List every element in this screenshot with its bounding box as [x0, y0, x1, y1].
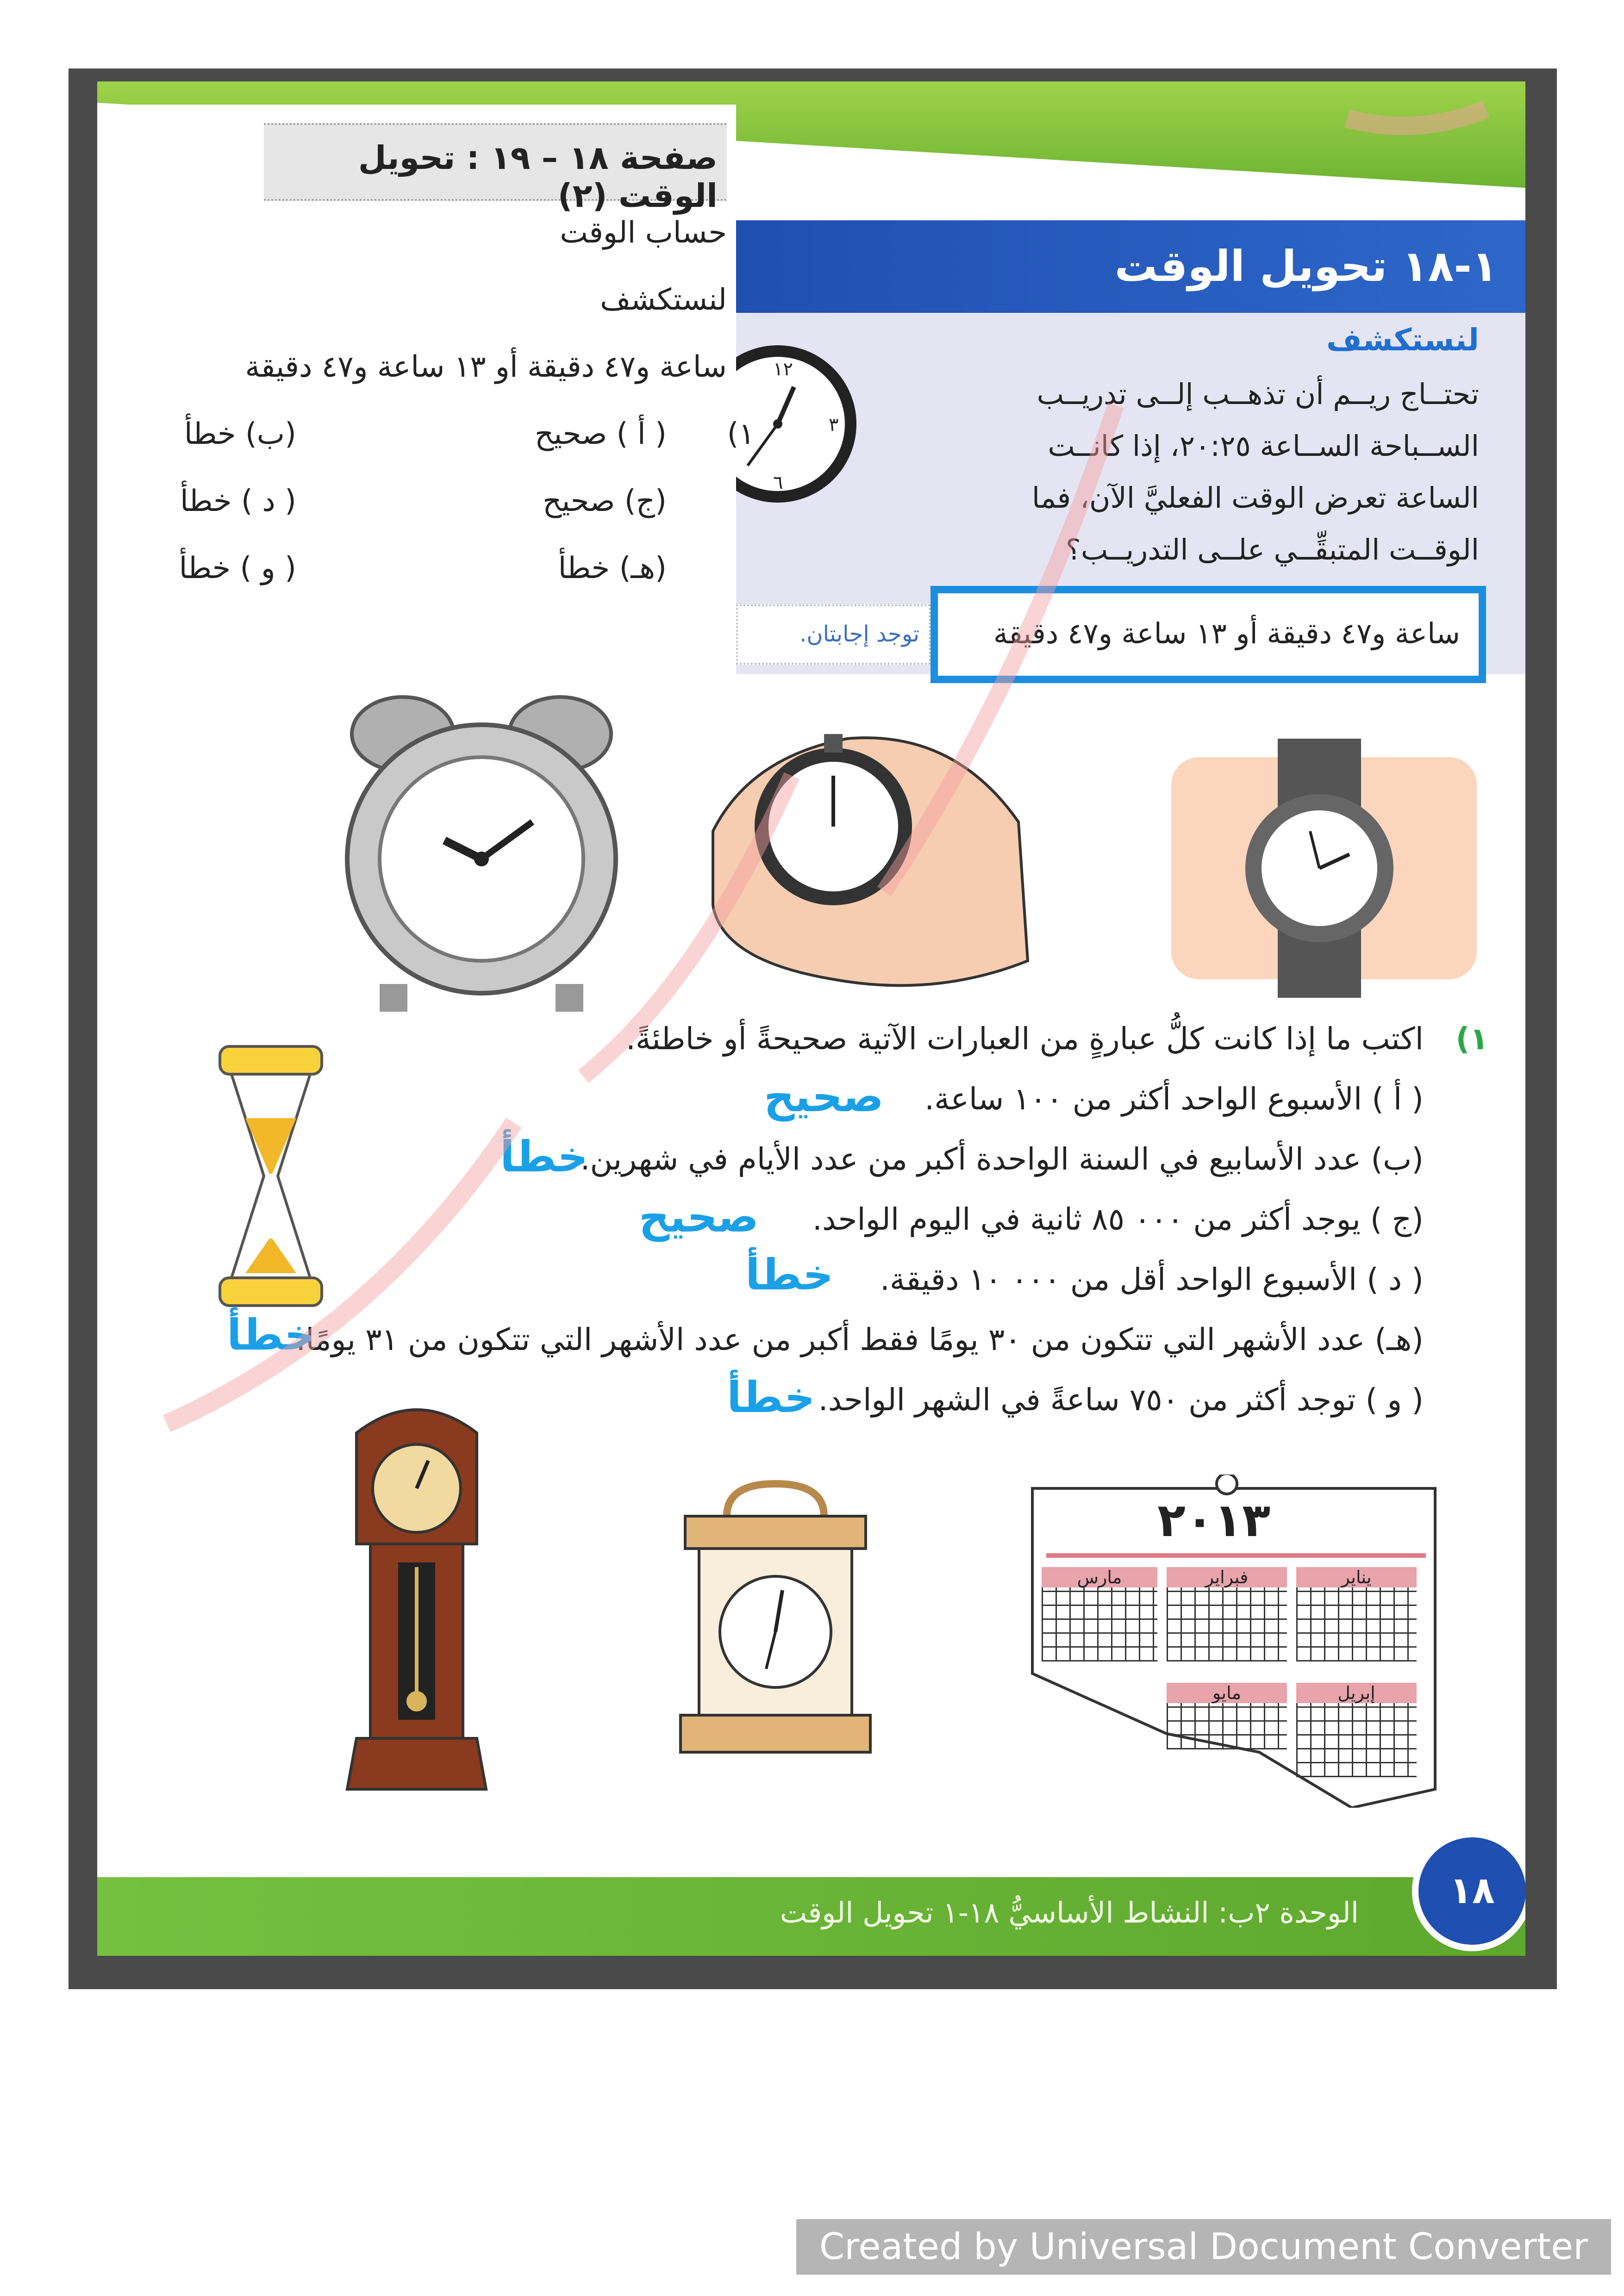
sidebar-q-num: ١) [727, 417, 755, 451]
calendar-month-label: مارس [1042, 1567, 1157, 1587]
calendar-grid [1296, 1587, 1417, 1661]
answer-sidebar [97, 105, 755, 674]
calendar-month-label: يناير [1296, 1567, 1417, 1587]
two-answers-note: توجد إجابتان. [736, 604, 931, 665]
sidebar-heading-text: صفحة ١٨ – ١٩ : تحويل الوقت (٢) [358, 139, 718, 215]
sidebar-answer: ( أ ) صحيح [534, 417, 667, 451]
exercise-item-c: (ج ) يوجد أكثر من ٠٠٠ ٨٥ ثانية في اليوم الواحد. [812, 1201, 1424, 1237]
carriage-clock-icon [676, 1475, 875, 1761]
stopwatch-hand-icon [694, 720, 1032, 1007]
converter-banner: Created by Universal Document Converter [796, 2219, 1611, 2275]
sidebar-explore-answer: ساعة و٤٧ دقيقة أو ١٣ ساعة و٤٧ دقيقة [245, 350, 727, 384]
explore-answer-box [931, 586, 1486, 683]
calendar [1028, 1475, 1444, 1808]
sidebar-heading [264, 123, 727, 215]
exercise-item-b: (ب) عدد الأسابيع في السنة الواحدة أكبر من عدد الأيام في شهرين. [580, 1141, 1424, 1177]
explore-answer-text: ساعة و٤٧ دقيقة أو ١٣ ساعة و٤٧ دقيقة [993, 616, 1460, 650]
sidebar-section-calc: حساب الوقت [560, 216, 727, 250]
exercise-number: ١) [1455, 1021, 1488, 1057]
calendar-grid [1167, 1587, 1287, 1661]
sidebar-answer: (هـ) خطأ [558, 551, 667, 585]
answer-f: خطأ [727, 1373, 815, 1422]
calendar-month-cell [1167, 1683, 1287, 1757]
explore-text [947, 368, 1479, 576]
wristwatch-icon [1171, 739, 1477, 998]
footer-text: الوحدة ٢ب: النشاط الأساسيُّ ١٨-١ تحويل الوقت [780, 1896, 1359, 1929]
svg-text:٣: ٣ [829, 414, 839, 436]
sidebar-answer: (ب) خطأ [184, 417, 296, 451]
explore-line: الساعة تعرض الوقت الفعليَّ الآن، فما [1031, 481, 1479, 515]
calendar-year: ٢٠١٣ [1157, 1493, 1271, 1547]
answer-e: خطأ [227, 1310, 315, 1360]
answer-a: صحيح [764, 1072, 884, 1121]
sidebar-answer: ( و ) خطأ [179, 551, 296, 585]
calendar-month-cell [1296, 1683, 1417, 1785]
exercise-item-e: (هـ) عدد الأشهر التي تتكون من ٣٠ يومًا فقط أكبر من عدد الأشهر التي تتكون من ٣١ يومًا. [296, 1322, 1424, 1357]
explore-line: تحتــاج ريــم أن تذهــب إلــى تدريــب [1037, 377, 1479, 411]
textbook-page [97, 81, 1525, 1956]
calendar-grid [1167, 1703, 1287, 1749]
calendar-month-label: فبراير [1167, 1567, 1287, 1587]
page-number: ١٨ [1412, 1831, 1525, 1951]
exercise-item-d: ( د ) الأسبوع الواحد أقل من ٠٠٠ ١٠ دقيقة. [880, 1262, 1424, 1297]
calendar-month-label: مايو [1167, 1683, 1287, 1703]
grandfather-clock-icon [338, 1396, 495, 1794]
sidebar-section-explore: لنستكشف [600, 283, 727, 317]
exercise-instruction: اكتب ما إذا كانت كلُّ عبارةٍ من العبارات الآتية صحيحةً أو خاطئةً. [625, 1021, 1424, 1057]
svg-text:٦: ٦ [773, 472, 783, 493]
svg-text:١٢: ١٢ [773, 359, 793, 380]
hourglass-icon [218, 1044, 324, 1308]
explore-title: لنستكشف [1326, 322, 1479, 358]
exercise-item-f: ( و ) توجد أكثر من ٧٥٠ ساعةً في الشهر الواحد. [818, 1382, 1424, 1418]
lesson-title: ١-١٨ تحويل الوقت [1114, 242, 1498, 291]
calendar-month-label: إبريل [1296, 1683, 1417, 1703]
answer-b: خطأ [500, 1132, 588, 1182]
calendar-grid [1042, 1587, 1157, 1661]
explore-line: الســباحة الســاعة ٢٠:٢٥، إذا كانــت [1048, 429, 1479, 463]
sidebar-answer: (ج) صحيح [543, 484, 667, 518]
explore-line: الوقــت المتبقِّــي علــى التدريــب؟ [1065, 533, 1479, 566]
calendar-month-cell [1296, 1567, 1417, 1669]
exercise-item-a: ( أ ) الأسبوع الواحد أكثر من ١٠٠ ساعة. [924, 1081, 1424, 1117]
calendar-grid [1296, 1703, 1417, 1777]
sidebar-answer: ( د ) خطأ [180, 484, 296, 518]
answer-d: خطأ [745, 1250, 834, 1300]
calendar-month-cell [1167, 1567, 1287, 1669]
answer-c: صحيح [639, 1192, 759, 1242]
alarm-clock-icon [338, 683, 625, 1016]
calendar-month-cell [1042, 1567, 1157, 1669]
